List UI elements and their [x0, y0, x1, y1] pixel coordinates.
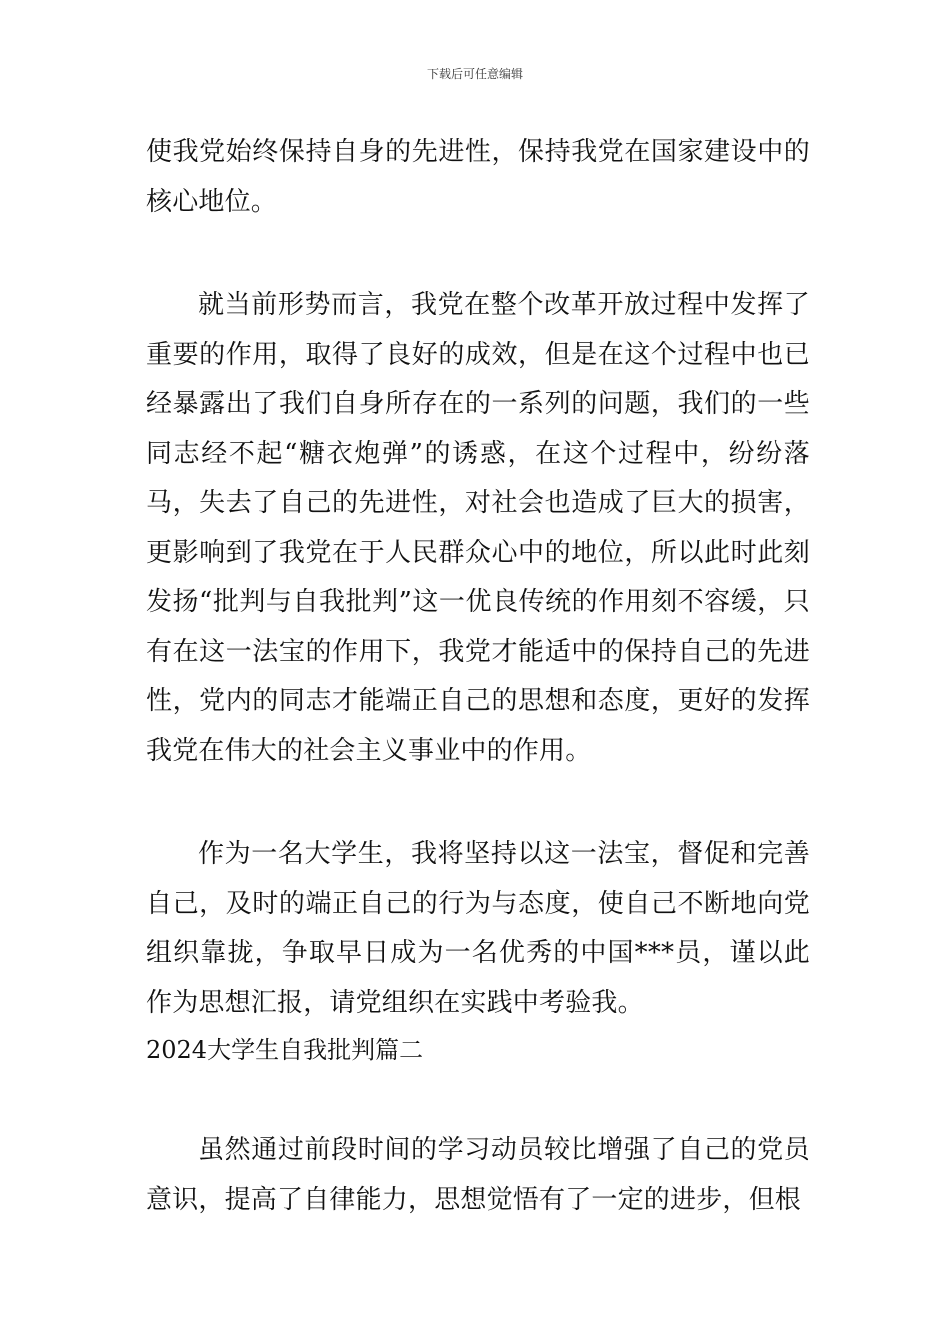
paragraph-1: 使我党始终保持自身的先进性，保持我党在国家建设中的核心地位。 [146, 137, 810, 217]
paragraph-4: 虽然通过前段时间的学习动员较比增强了自己的党员意识，提高了自律能力，思想觉悟有了一定的进步，但根 [146, 1135, 810, 1215]
paragraph-2: 就当前形势而言，我党在整个改革开放过程中发挥了重要的作用，取得了良好的成效，但是在这个过程中也已经暴露出了我们自身所存在的一系列的问题，我们的一些同志经不起“糖衣炮弹”的诱惑，在这个过程中，纷纷落马，失去了自己的先进性，对社会也造成了巨大的损害，更影响到了我党在于人民群众心中的地位，所以此时此刻发扬“批判与自我批判”这一优良传统的作用刻不容缓，只有在这一法宝的作用下，我党才能适中的保持自己的先进性，党内的同志才能端正自己的思想和态度，更好的发挥我党在伟大的社会主义事业中的作用。 [146, 290, 810, 766]
section-heading: 2024大学生自我批判篇二 [146, 1036, 424, 1064]
page-header: 下载后可任意编辑 [426, 67, 523, 81]
paragraph-gap [146, 776, 810, 830]
paragraph-gap [146, 1072, 810, 1126]
paragraph-3: 作为一名大学生，我将坚持以这一法宝，督促和完善自己，及时的端正自己的行为与态度，使自己不断地向党组织靠拢，争取早日成为一名优秀的中国***员，谨以此作为思想汇报，请党组织在实践中考验我。 [146, 839, 810, 1018]
document-body [146, 128, 810, 1225]
paragraph-gap [146, 227, 810, 281]
